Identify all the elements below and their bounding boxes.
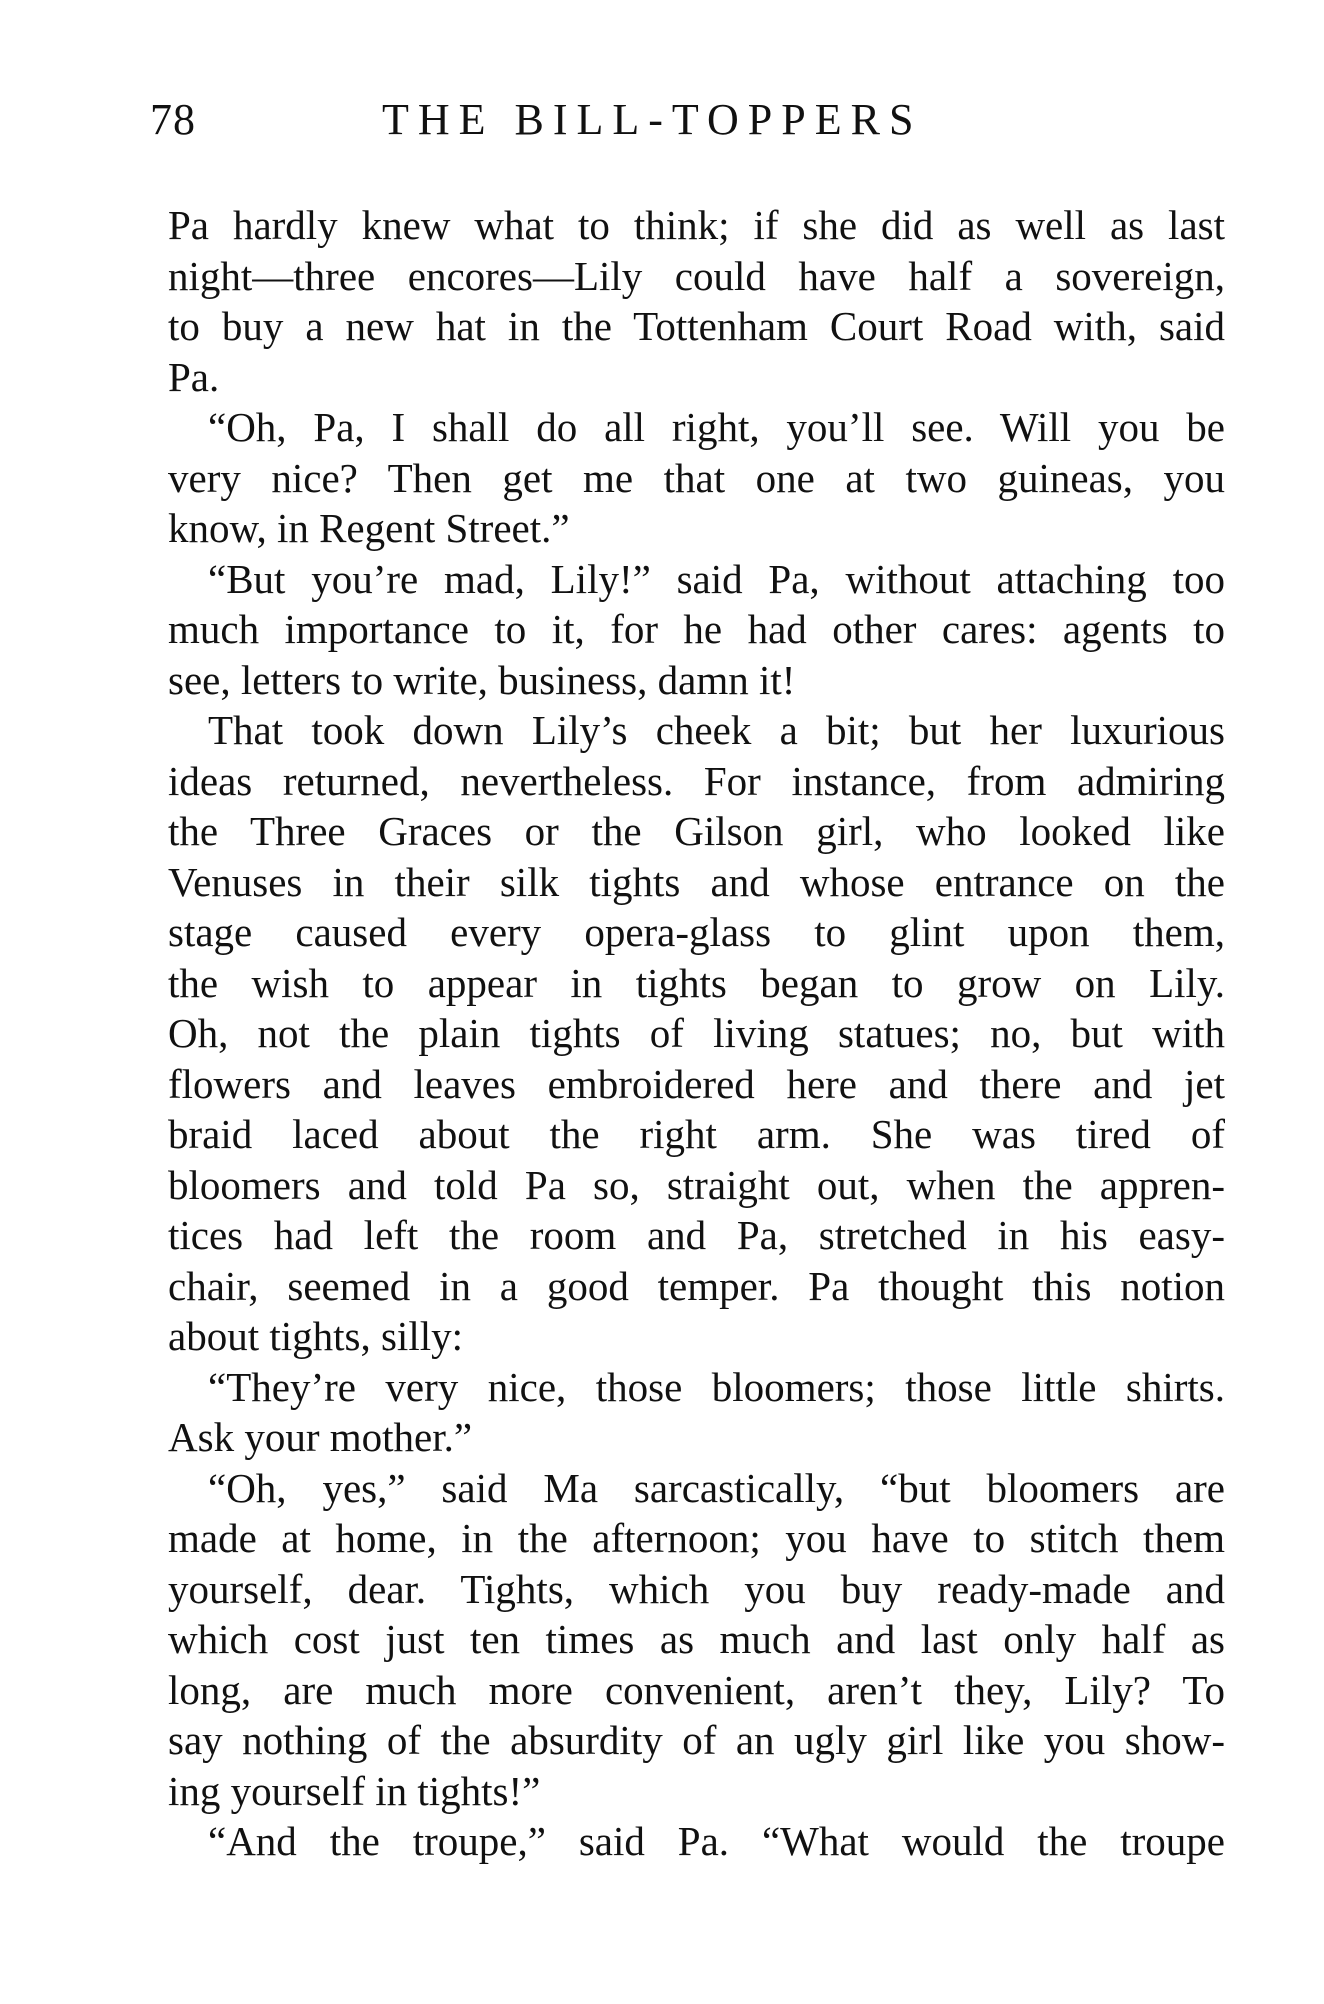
running-head	[150, 92, 1230, 148]
text-line: bloomers and told Pa so, straight out, when the appren-	[168, 1161, 1225, 1208]
text-line: Pa hardly knew what to think; if she did as well as last	[168, 202, 1225, 248]
text-line: see, letters to write, business, damn it!	[168, 656, 796, 703]
text-line: stage caused every opera-glass to glint upon them,	[168, 909, 1225, 955]
text-line: Ask your mother.”	[168, 1414, 473, 1460]
body-text	[168, 200, 1225, 1867]
text-line: to buy a new hat in the Tottenham Court Road with, said	[168, 303, 1225, 349]
text-line: That took down Lily’s cheek a bit; but her luxurious	[208, 707, 1225, 753]
text-line: very nice? Then get me that one at two guineas, you	[168, 454, 1225, 501]
text-line: ing yourself in tights!”	[168, 1767, 541, 1814]
running-title: THE BILL-TOPPERS	[382, 95, 923, 144]
text-line: “Oh, Pa, I shall do all right, you’ll see. Will you be	[208, 404, 1225, 450]
page-number: 78	[150, 95, 196, 144]
text-line: which cost just ten times as much and last only half as	[168, 1616, 1225, 1662]
text-line: about tights, silly:	[168, 1313, 463, 1359]
text-line: “And the troupe,” said Pa. “What would the troupe	[208, 1818, 1225, 1864]
text-line: the wish to appear in tights began to grow on Lily.	[168, 959, 1225, 1006]
text-line: the Three Graces or the Gilson girl, who looked like	[168, 808, 1225, 854]
text-line: much importance to it, for he had other cares: agents to	[168, 606, 1225, 652]
text-line: ideas returned, nevertheless. For instance, from admiring	[168, 757, 1225, 804]
text-line: night—three encores—Lily could have half a sovereign,	[168, 252, 1225, 299]
text-line: know, in Regent Street.”	[168, 505, 570, 551]
text-line: “Oh, yes,” said Ma sarcastically, “but bloomers are	[208, 1464, 1225, 1511]
text-line: “But you’re mad, Lily!” said Pa, without attaching too	[208, 555, 1225, 602]
text-line: braid laced about the right arm. She was tired of	[168, 1111, 1225, 1157]
text-line: “They’re very nice, those bloomers; those little shirts.	[208, 1363, 1225, 1410]
text-line: tices had left the room and Pa, stretched in his easy-	[168, 1212, 1225, 1258]
text-line: Venuses in their silk tights and whose entrance on the	[168, 858, 1225, 905]
text-line: say nothing of the absurdity of an ugly girl like you show-	[168, 1717, 1225, 1763]
text-line: flowers and leaves embroidered here and there and jet	[168, 1060, 1225, 1107]
text-line: Pa.	[168, 353, 220, 400]
text-line: made at home, in the afternoon; you have to stitch them	[168, 1515, 1225, 1561]
text-line: long, are much more convenient, aren’t they, Lily? To	[168, 1666, 1225, 1713]
text-line: yourself, dear. Tights, which you buy ready-made and	[168, 1565, 1225, 1612]
text-line: chair, seemed in a good temper. Pa thought this notion	[168, 1262, 1225, 1309]
text-line: Oh, not the plain tights of living statues; no, but with	[168, 1010, 1225, 1056]
